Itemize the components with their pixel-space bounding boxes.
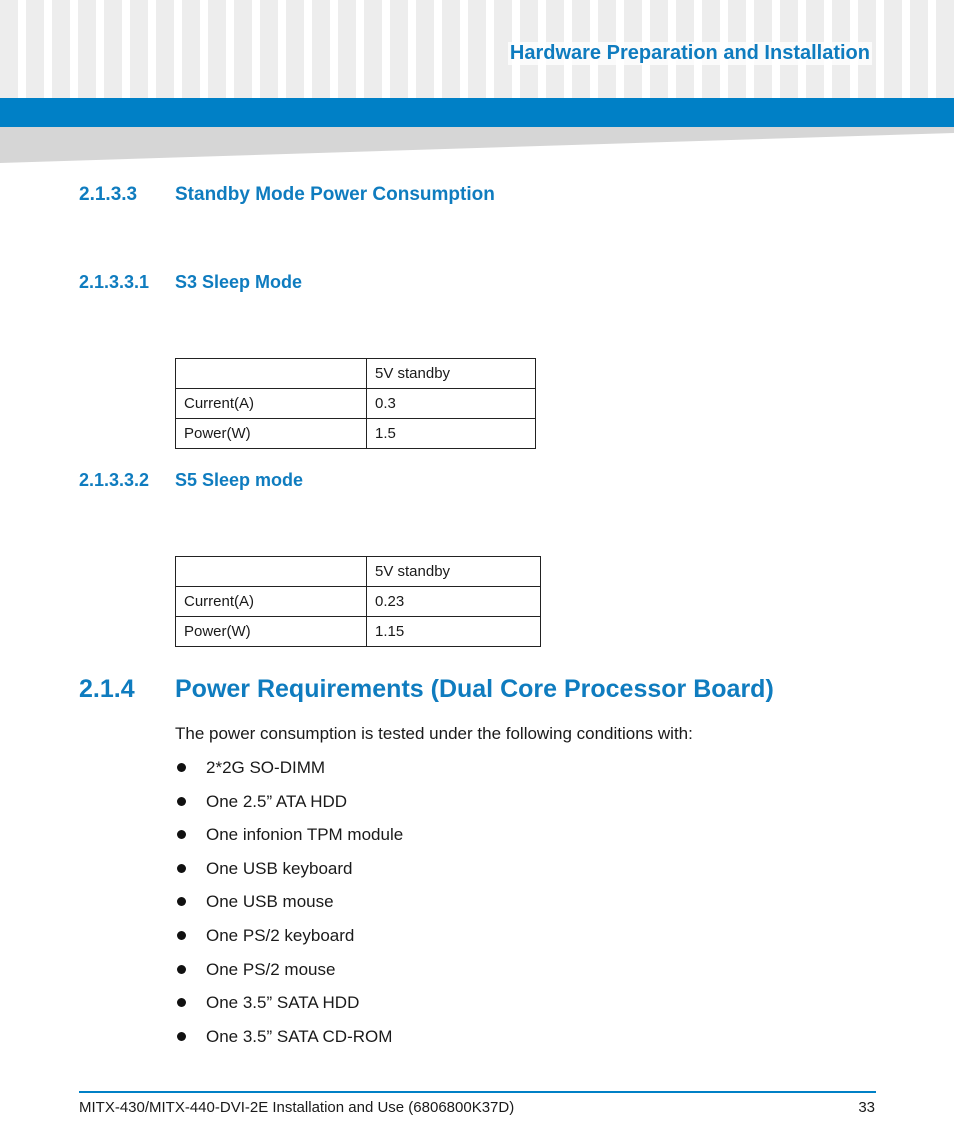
- table-row: [176, 557, 541, 587]
- page-number: 33: [858, 1099, 875, 1116]
- s5-power-table: [175, 556, 541, 647]
- bullet-icon: [177, 998, 186, 1007]
- bullet-icon: [177, 897, 186, 906]
- bullet-icon: [177, 931, 186, 940]
- table-header-cell: 5V standby: [367, 557, 541, 587]
- list-item: One PS/2 keyboard: [175, 925, 403, 959]
- table-cell: 1.5: [367, 419, 536, 449]
- list-item: 2*2G SO-DIMM: [175, 757, 403, 791]
- footer-rule: [79, 1091, 876, 1093]
- list-item: One USB keyboard: [175, 858, 403, 892]
- table-cell: 0.3: [367, 389, 536, 419]
- table-cell: 1.15: [367, 617, 541, 647]
- table-cell: 0.23: [367, 587, 541, 617]
- list-item: One USB mouse: [175, 891, 403, 925]
- bullet-icon: [177, 830, 186, 839]
- section-21331-heading: 2.1.3.3.1 S3 Sleep Mode: [79, 272, 303, 292]
- table-cell: [176, 557, 367, 587]
- table-header-cell: 5V standby: [367, 359, 536, 389]
- bullet-icon: [177, 864, 186, 873]
- list-item: One 2.5” ATA HDD: [175, 791, 403, 825]
- table-row: [176, 587, 541, 617]
- footer-document-title: MITX-430/MITX-440-DVI-2E Installation and Use (6806800K37D): [79, 1099, 515, 1116]
- table-cell: Power(W): [176, 617, 367, 647]
- table-row: [176, 359, 536, 389]
- table-row: [176, 389, 536, 419]
- section-214-heading: 2.1.4 Power Requirements (Dual Core Processor Board): [79, 675, 774, 703]
- header-wedge: [0, 127, 954, 163]
- conditions-list: [175, 757, 403, 1059]
- table-row: [176, 419, 536, 449]
- running-header-title: Hardware Preparation and Installation: [509, 42, 870, 64]
- table-cell: Current(A): [176, 389, 367, 419]
- section-2133-heading: 2.1.3.3 Standby Mode Power Consumption: [79, 184, 495, 205]
- table-row: [176, 617, 541, 647]
- bullet-icon: [177, 1032, 186, 1041]
- intro-paragraph: The power consumption is tested under the following conditions with:: [175, 724, 693, 743]
- list-item: One infonion TPM module: [175, 824, 403, 858]
- list-item: One 3.5” SATA HDD: [175, 992, 403, 1026]
- table-cell: Current(A): [176, 587, 367, 617]
- header-bar: [0, 98, 954, 127]
- s3-power-table: [175, 358, 536, 449]
- section-21332-heading: 2.1.3.3.2 S5 Sleep mode: [79, 470, 304, 490]
- table-cell: Power(W): [176, 419, 367, 449]
- list-item: One PS/2 mouse: [175, 959, 403, 993]
- table-cell: [176, 359, 367, 389]
- bullet-icon: [177, 763, 186, 772]
- bullet-icon: [177, 965, 186, 974]
- bullet-icon: [177, 797, 186, 806]
- list-item: One 3.5” SATA CD-ROM: [175, 1026, 403, 1060]
